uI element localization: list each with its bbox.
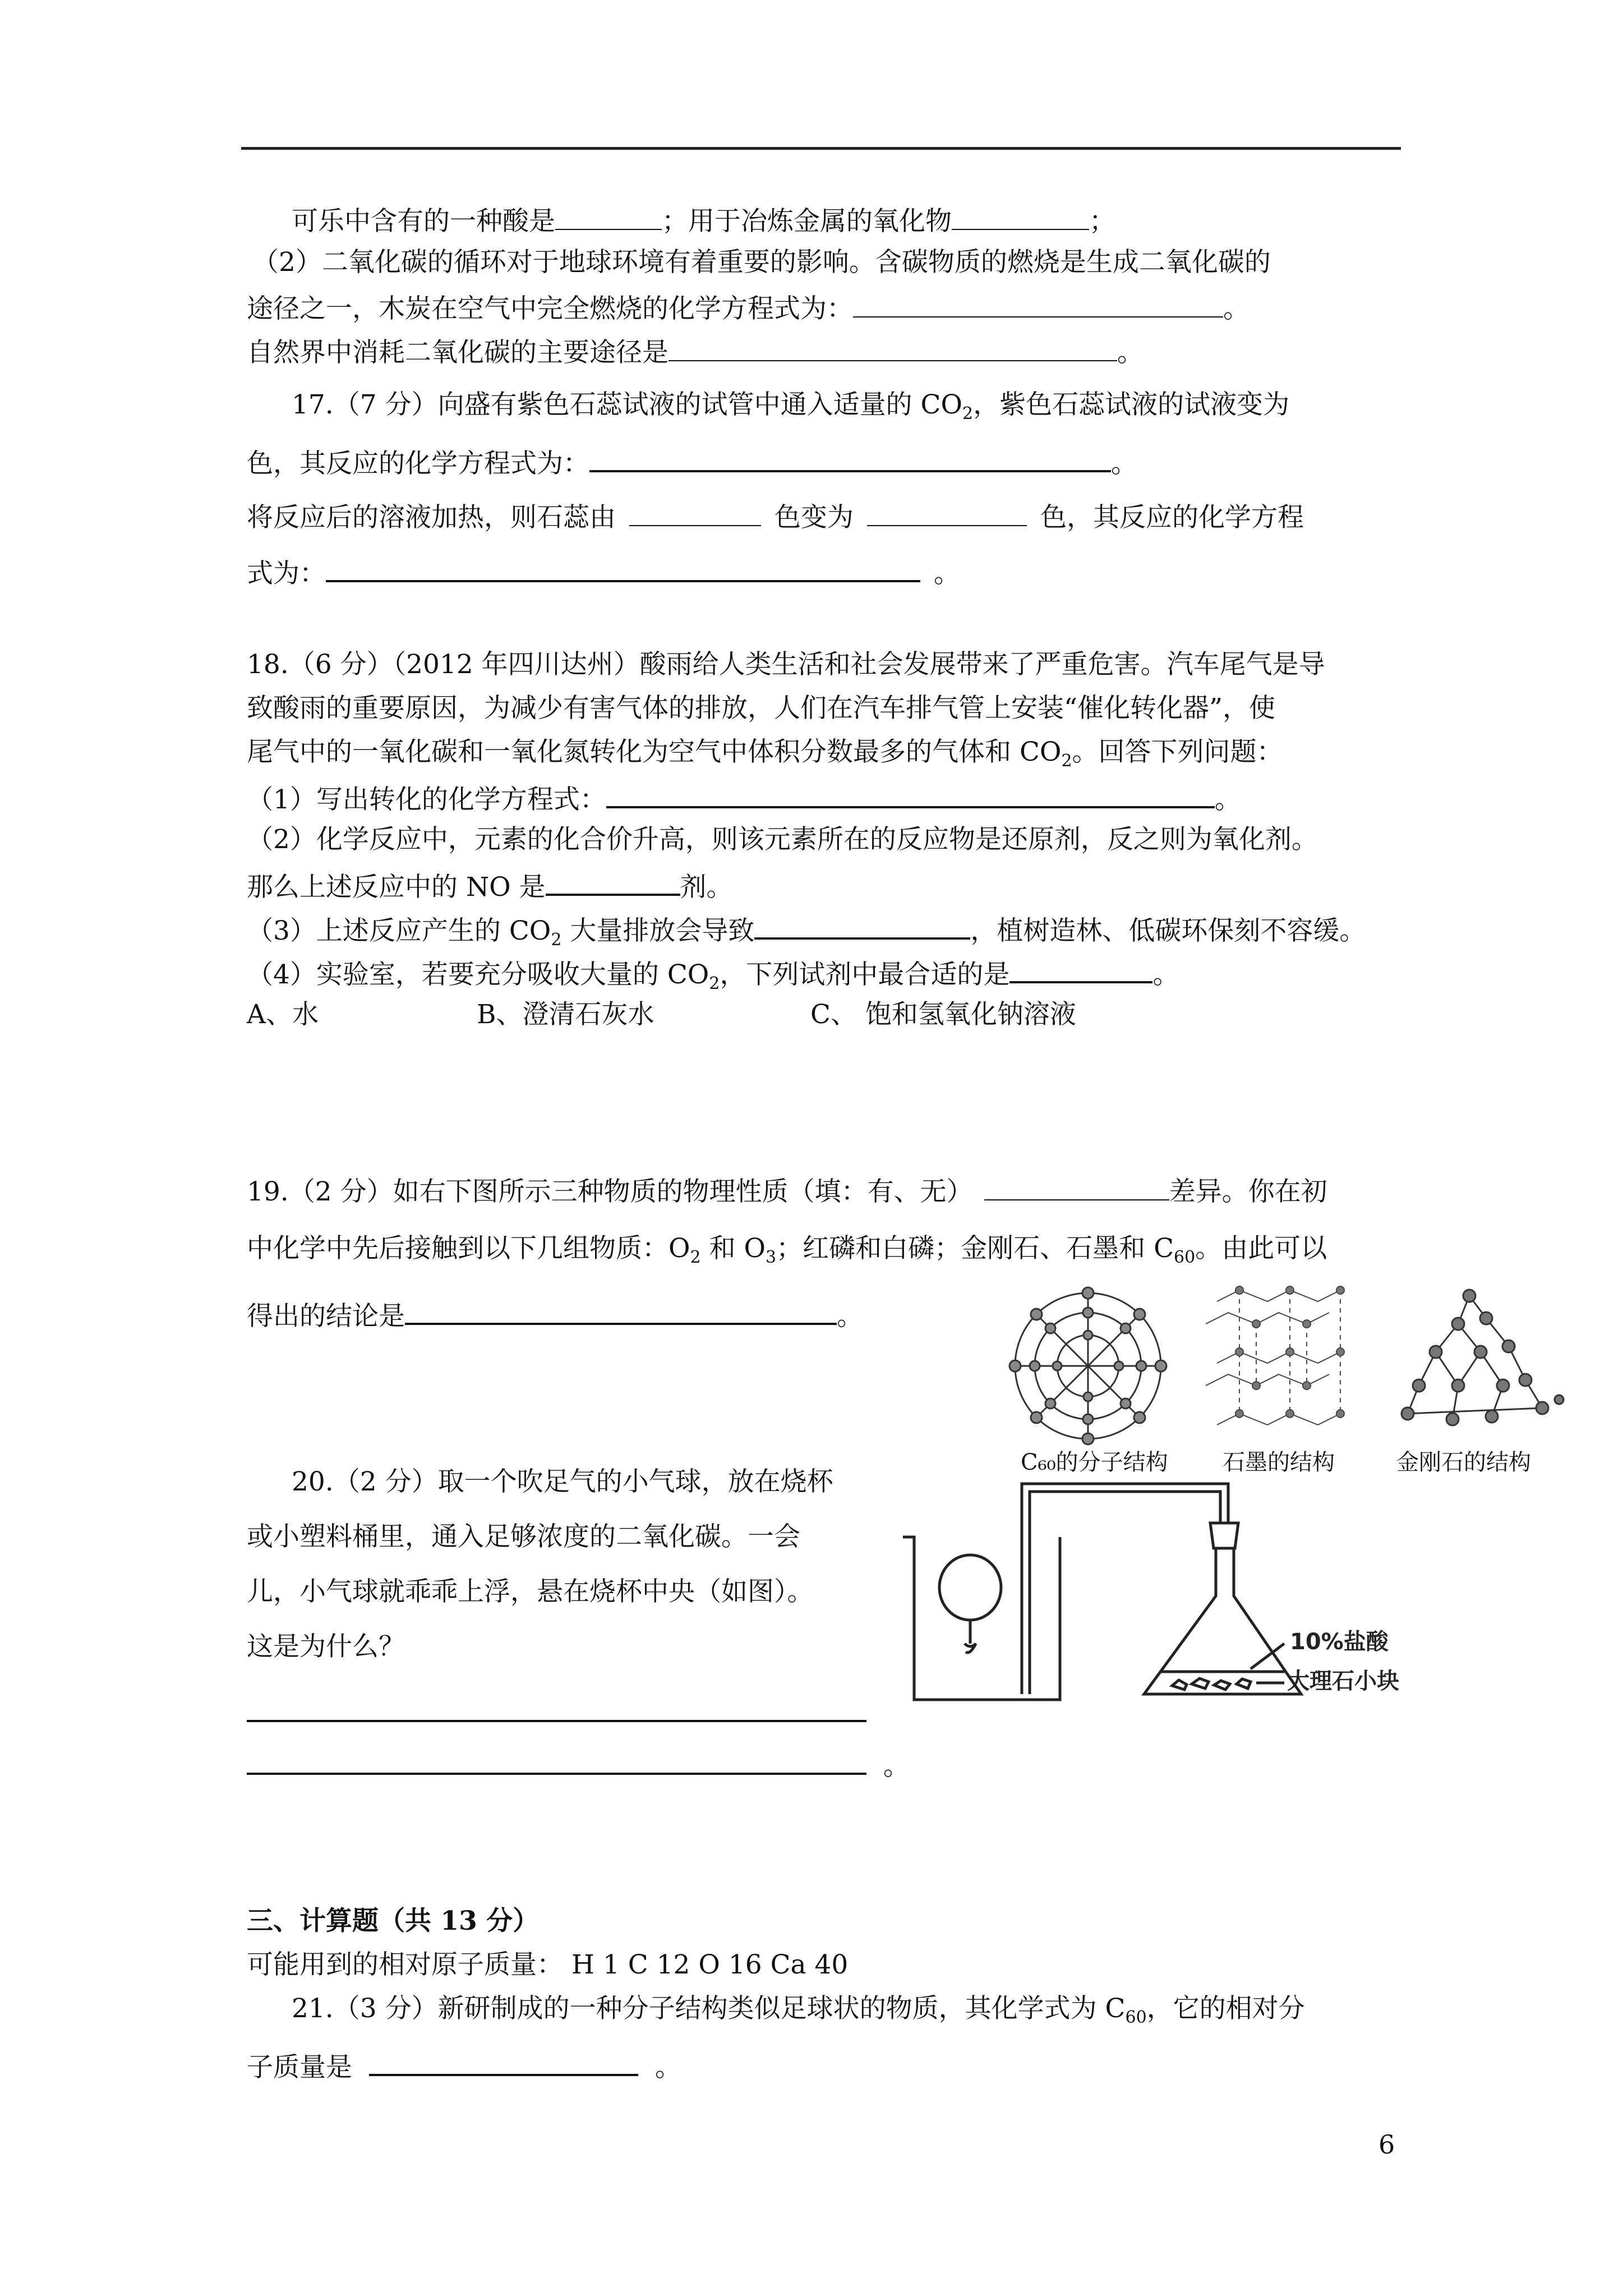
q18-sub3: （3）上述反应产生的 $CO_2$ 大量排放会导致 ，植树造林、低碳环保刻不容缓。: [247, 910, 1366, 957]
blank-q17-equation1[interactable]: [589, 443, 1111, 472]
c60-structure-image: [1009, 1287, 1166, 1444]
header-rule: [241, 147, 1401, 150]
blank-no-role[interactable]: [546, 867, 680, 896]
q19-line2: 中化学中先后接触到以下几组物质：$O_2$ 和 $O_3$；红磷和白磷；金刚石、石墨和 $C_{60}$。由此可以: [247, 1233, 1327, 1267]
q19-line3: 得出的结论是 。: [247, 1296, 863, 1333]
graphite-structure-image: [1206, 1286, 1344, 1425]
label-acid: 10%盐酸: [1290, 1629, 1389, 1655]
blank-co2-effect[interactable]: [754, 910, 970, 940]
q16-line1: 可乐中含有的一种酸是 ；用于冶炼金属的氧化物 ；: [292, 202, 1115, 238]
blank-color-to[interactable]: [867, 498, 1027, 526]
q20-line4: 这是为什么？: [247, 1631, 405, 1662]
q18-sub2b: 那么上述反应中的 NO 是 剂。: [247, 867, 733, 904]
blank-charcoal-equation[interactable]: [853, 289, 1223, 318]
q17-line3: 将反应后的溶液加热，则石蕊由 色变为 色，其反应的化学方程: [247, 498, 1304, 535]
q20-answer-line1: [247, 1693, 866, 1731]
q18-sub4: （4）实验室，若要充分吸收大量的 $CO_2$，下列试剂中最合适的是 。: [247, 954, 1179, 1001]
blank-q18-equation[interactable]: [606, 779, 1215, 808]
q18-option-c: C、 饱和氢氧化钠溶液: [810, 999, 1076, 1030]
caption-diamond: 金刚石的结构: [1396, 1450, 1531, 1475]
q21-line1: 21.（3 分）新研制成的一种分子结构类似足球状的物质，其化学式为 $C_{60}$，它的相对分: [292, 1993, 1305, 2027]
blank-difference[interactable]: [984, 1172, 1169, 1200]
q20-line1: 20.（2 分）取一个吹足气的小气球，放在烧杯: [292, 1466, 833, 1497]
q20-line3: 儿，小气球就乖乖上浮，悬在烧杯中央（如图）。: [247, 1576, 814, 1607]
q20-answer-line2: 。: [247, 1746, 910, 1783]
q19-line1: 19.（2 分）如右下图所示三种物质的物理性质（填：有、无） 差异。你在初: [247, 1172, 1327, 1209]
carbon-structures-figure: [1004, 1262, 1576, 1464]
section3-title: 三、计算题（共 13 分）: [247, 1906, 540, 1936]
blank-molar-mass[interactable]: [369, 2047, 638, 2076]
caption-graphite: 石墨的结构: [1223, 1450, 1335, 1475]
q18-option-b: B、澄清石灰水: [477, 999, 654, 1030]
q16-2-line1: （2）二氧化碳的循环对于地球环境有着重要的影响。含碳物质的燃烧是生成二氧化碳的: [252, 247, 1271, 278]
delivery-tube: [1022, 1484, 1228, 1694]
atomic-masses: 可能用到的相对原子质量： H 1 C 12 O 16 Ca 40: [247, 1949, 849, 1980]
q18-option-a: A、水: [247, 999, 319, 1030]
q18-line2: 致酸雨的重要原因，为减少有害气体的排放，人们在汽车排气管上安装“催化转化器”，使: [247, 693, 1276, 724]
q17-line2: 色，其反应的化学方程式为： 。: [247, 443, 1137, 481]
q17-line4: 式为： 。: [247, 553, 960, 591]
q18-line1: 18.（6 分）（2012 年四川达州）酸雨给人类生活和社会发展带来了严重危害。汽车尾气是导: [247, 649, 1325, 680]
page-number: 6: [1378, 2129, 1395, 2160]
q16-2-line3: 自然界中消耗二氧化碳的主要途径是 。: [247, 333, 1144, 370]
q20-line2: 或小塑料桶里，通入足够浓度的二氧化碳。一会: [247, 1521, 800, 1552]
balloon-apparatus-figure: [892, 1458, 1424, 1711]
blank-color-from[interactable]: [629, 498, 761, 526]
blank-q17-equation2[interactable]: [326, 553, 920, 582]
label-marble: 大理石小块: [1287, 1668, 1399, 1694]
blank-acid[interactable]: [555, 202, 662, 230]
q18-line3: 尾气中的一氧化碳和一氧化氮转化为空气中体积分数最多的气体和 $CO_2$。回答下列问题：: [247, 737, 1283, 771]
q16-2-line2: 途径之一，木炭在空气中完全燃烧的化学方程式为： 。: [247, 289, 1249, 326]
diamond-structure-image: [1401, 1290, 1564, 1425]
blank-q20-answer1[interactable]: [247, 1693, 866, 1722]
q21-line2: 子质量是 。: [247, 2047, 681, 2085]
q18-sub2: （2）化学反应中，元素的化合价升高，则该元素所在的反应物是还原剂，反之则为氧化剂。: [247, 824, 1318, 855]
q17-line1: 17.（7 分）向盛有紫色石蕊试液的试管中通入适量的 $CO_2$，紫色石蕊试液的试液变为: [292, 389, 1290, 424]
blank-co2-consumption[interactable]: [668, 333, 1117, 361]
q18-sub1: （1）写出转化的化学方程式： 。: [247, 779, 1241, 817]
blank-reagent[interactable]: [1009, 954, 1152, 983]
blank-q20-answer2[interactable]: [247, 1746, 866, 1775]
caption-c60: C₆₀的分子结构: [1021, 1450, 1168, 1475]
blank-conclusion[interactable]: [405, 1296, 837, 1325]
blank-oxide[interactable]: [952, 202, 1089, 230]
